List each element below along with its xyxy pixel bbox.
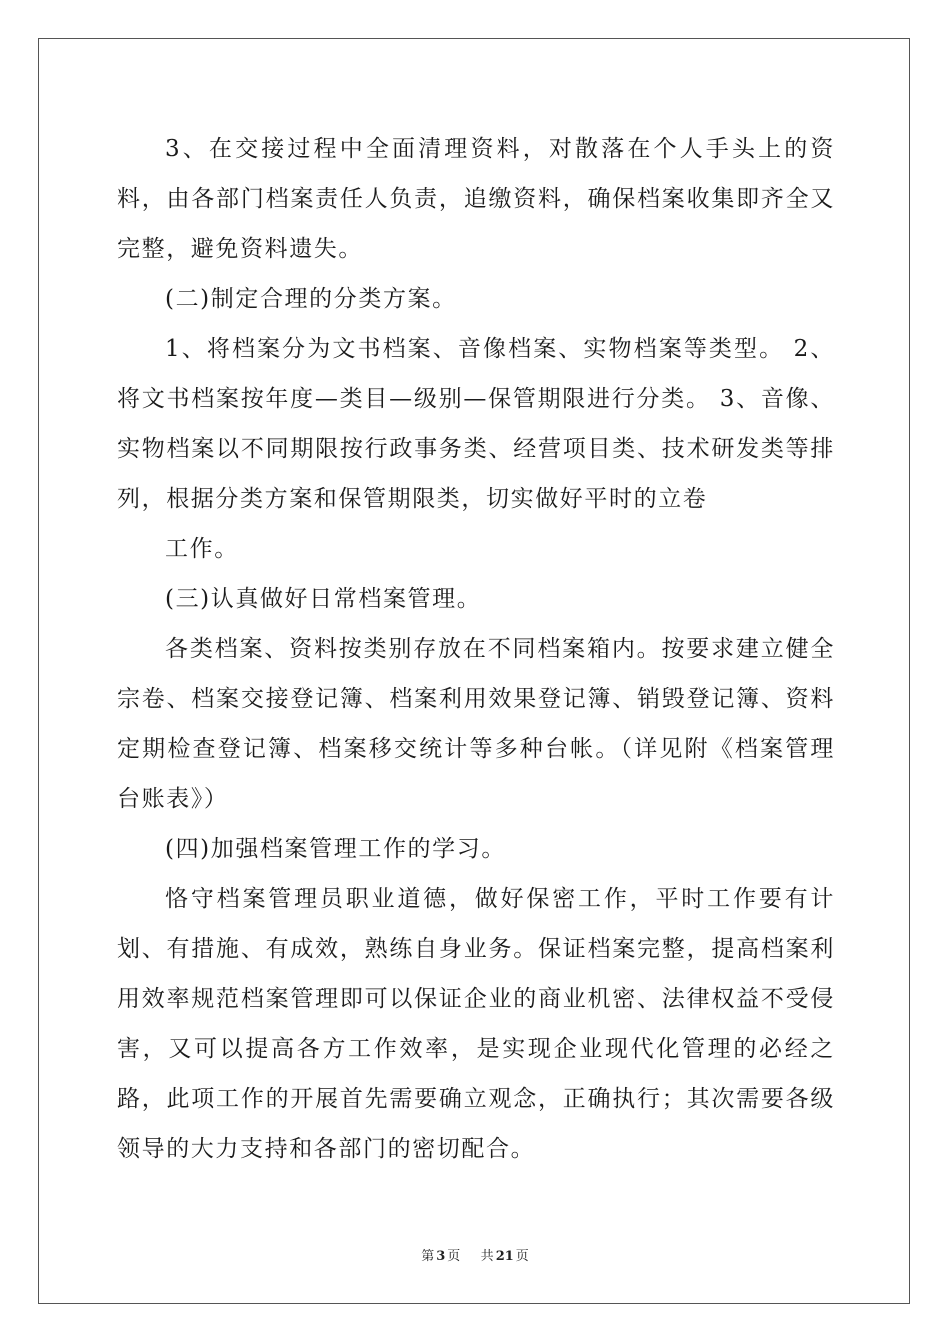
total-suffix: 页	[515, 1249, 529, 1264]
document-body	[117, 124, 835, 1174]
page-suffix: 页	[447, 1249, 461, 1264]
page-indicator	[419, 1249, 462, 1264]
paragraph-8: 恪守档案管理员职业道德，做好保密工作，平时工作要有计划、有措施、有成效，熟练自身业务。保证档案完整，提高档案利用效率规范档案管理即可以保证企业的商业机密、法律权益不受侵害，又可以提高各方工作效率，是实现企业现代化管理的必经之路，此项工作的开展首先需要确立观念，正确执行；其次需要各级领导的大力支持和各部门的密切配合。	[117, 886, 835, 1162]
paragraph-3: 1、将档案分为文书档案、音像档案、实物档案等类型。 2、将文书档案按年度—类目—级别—保管期限进行分类。 3、音像、实物档案以不同期限按行政事务类、经营项目类、技术研发类等排列，根据分类方案和保管期限类，切实做好平时的立卷	[117, 336, 835, 512]
total-prefix: 共	[480, 1249, 494, 1264]
paragraph-4: 工作。	[165, 536, 239, 562]
section-heading-2: (二)制定合理的分类方案。	[165, 286, 457, 312]
paragraph-1: 3、在交接过程中全面清理资料，对散落在个人手头上的资料，由各部门档案责任人负责，追缴资料，确保档案收集即齐全又完整，避免资料遗失。	[117, 136, 835, 262]
section-heading-3: (三)认真做好日常档案管理。	[165, 586, 482, 612]
page-footer	[0, 1245, 950, 1264]
total-pages-indicator	[479, 1249, 531, 1264]
page-number: 3	[436, 1249, 446, 1264]
total-pages: 21	[495, 1249, 514, 1264]
section-heading-4: (四)加强档案管理工作的学习。	[165, 836, 506, 862]
page-prefix: 第	[421, 1249, 435, 1264]
paragraph-6: 各类档案、资料按类别存放在不同档案箱内。按要求建立健全宗卷、档案交接登记簿、档案利用效果登记簿、销毁登记簿、资料定期检查登记簿、档案移交统计等多种台帐。（详见附《档案管理台账表》）	[117, 636, 835, 812]
